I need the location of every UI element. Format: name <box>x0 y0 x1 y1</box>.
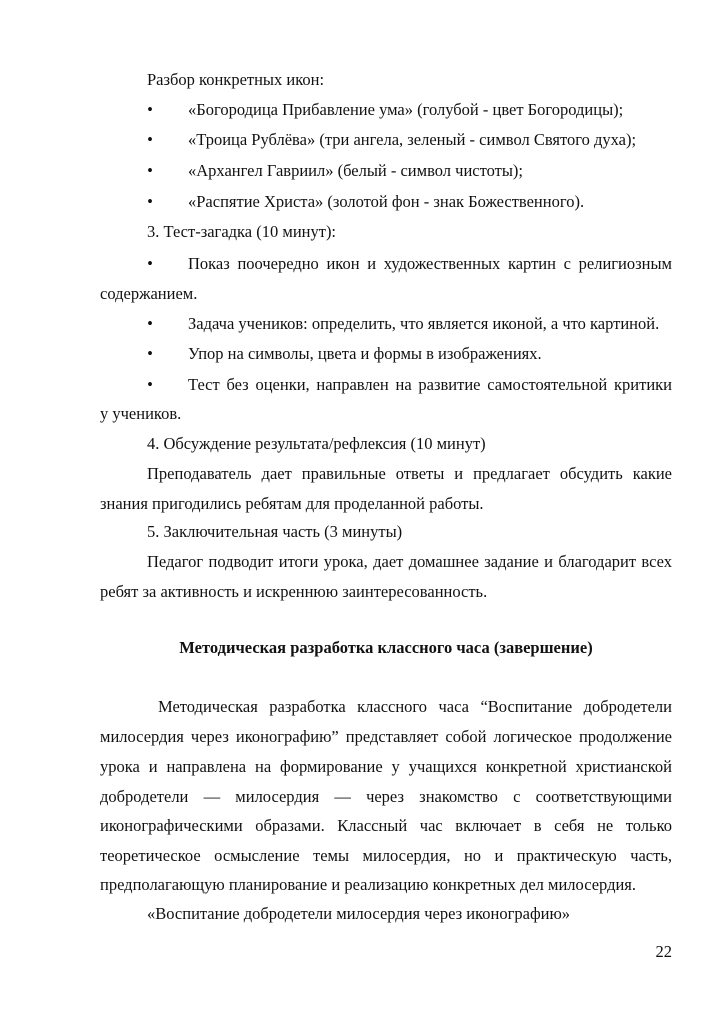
section5-title: 5. Заключительная часть (3 минуты) <box>147 522 403 541</box>
paragraph-line: милосердия через иконографию” представляет собой логическое продолжение <box>100 727 672 746</box>
bullet-icon: • <box>147 254 153 273</box>
bullet-icon: • <box>147 130 153 149</box>
paragraph-line: теоретическое осмысление темы милосердия, но и практическую часть, <box>100 846 672 865</box>
section3-bullet-line: Задача учеников: определить, что является иконой, а что картиной. <box>188 314 660 333</box>
section3-bullet-line: содержанием. <box>100 284 198 303</box>
icon-list-item: «Богородица Прибавление ума» (голубой - цвет Богородицы); <box>188 100 624 119</box>
paragraph-line: добродетели — милосердия — через знакомство с соответствующими <box>100 787 672 806</box>
section3-title: 3. Тест-загадка (10 минут): <box>147 222 337 241</box>
section5-text-line: Педагог подводит итоги урока, дает домашнее задание и благодарит всех <box>147 552 672 571</box>
section3-bullet-line: Показ поочередно икон и художественных картин с религиозным <box>188 254 672 273</box>
section4-text-line: Преподаватель дает правильные ответы и предлагает обсудить какие <box>147 464 672 483</box>
bullet-icon: • <box>147 192 153 211</box>
section3-bullet-line: Упор на символы, цвета и формы в изображениях. <box>188 344 542 363</box>
intro-line: Разбор конкретных икон: <box>147 70 325 89</box>
bullet-icon: • <box>147 314 153 333</box>
page-number: 22 <box>655 942 672 961</box>
icon-list-item: «Распятие Христа» (золотой фон - знак Божественного). <box>188 192 585 211</box>
icon-list-item: «Архангел Гавриил» (белый - символ чистоты); <box>188 161 524 180</box>
paragraph-line: иконографическими образами. Классный час включает в себя не только <box>100 816 672 835</box>
paragraph-line: урока и направлена на формирование у учащихся конкретной христианской <box>100 757 672 776</box>
bullet-icon: • <box>147 375 153 394</box>
section-heading: Методическая разработка классного часа (завершение) <box>179 638 593 657</box>
section5-text-line: ребят за активность и искреннюю заинтересованность. <box>100 582 488 601</box>
bullet-icon: • <box>147 161 153 180</box>
bullet-icon: • <box>147 100 153 119</box>
section3-bullet-line: Тест без оценки, направлен на развитие самостоятельной критики <box>188 375 672 394</box>
section3-bullet-line: у учеников. <box>100 404 182 423</box>
closing-title: «Воспитание добродетели милосердия через иконографию» <box>147 904 571 923</box>
section4-text-line: знания пригодились ребятам для проделанной работы. <box>100 494 484 513</box>
section4-title: 4. Обсуждение результата/рефлексия (10 минут) <box>147 434 486 453</box>
icon-list-item: «Троица Рублёва» (три ангела, зеленый - символ Святого духа); <box>188 130 637 149</box>
paragraph-line: предполагающую планирование и реализацию конкретных дел милосердия. <box>100 875 637 894</box>
bullet-icon: • <box>147 344 153 363</box>
paragraph-line: Методическая разработка классного часа “Воспитание добродетели <box>158 697 672 716</box>
